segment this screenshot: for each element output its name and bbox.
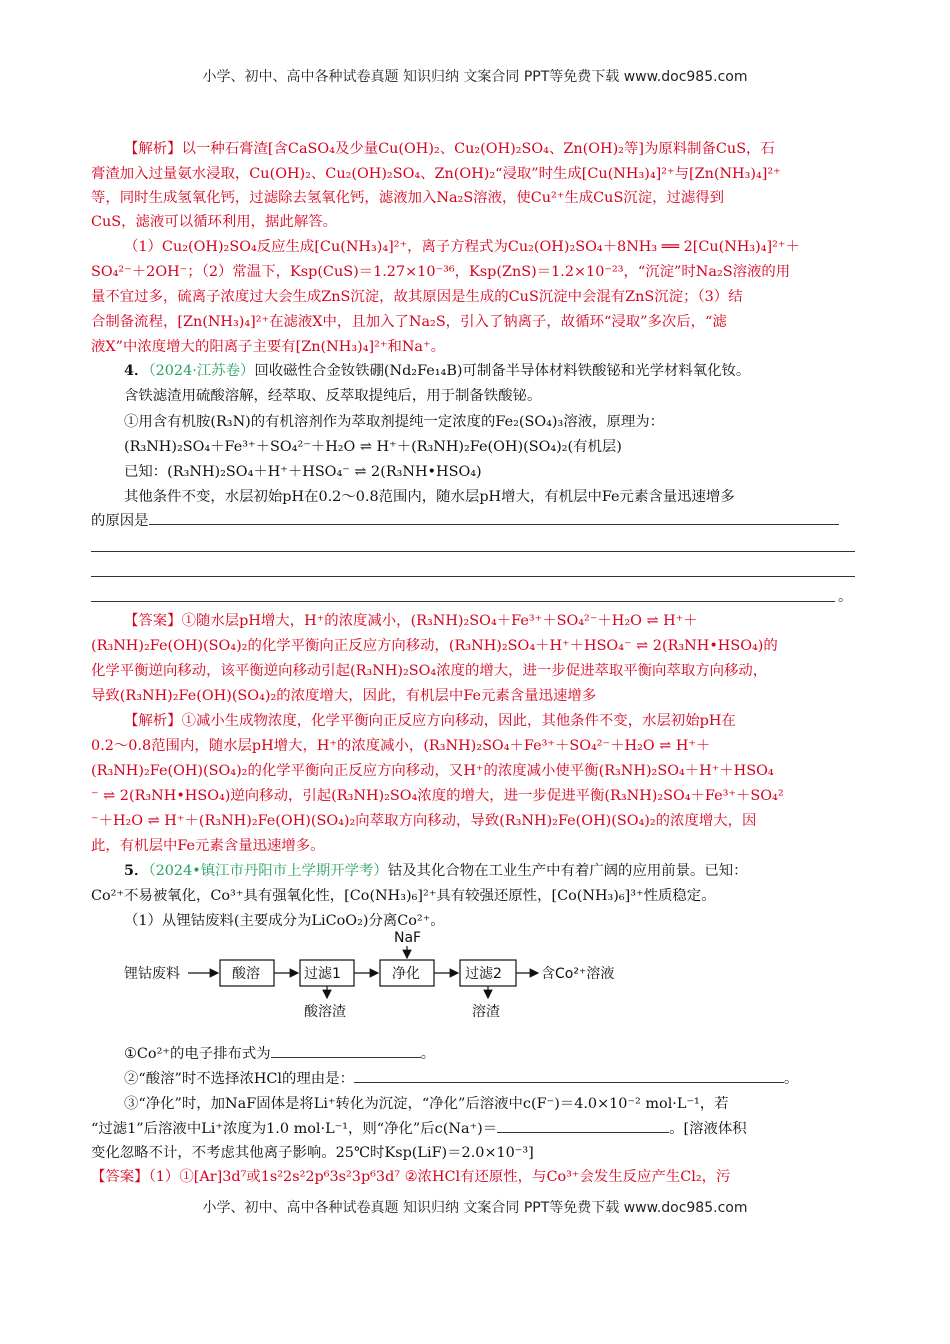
- q5-s2-blank: [354, 1068, 784, 1083]
- q4-line-3: ①用含有机胺(R₃N)的有机溶剂作为萃取剂提纯一定浓度的Fe₂(SO₄)₃溶液，原理为：: [124, 414, 665, 430]
- analysis4-label: 【解析】: [124, 713, 182, 729]
- answer4-line-1: 【答案】①随水层pH增大，H⁺的浓度减小，(R₃NH)₂SO₄＋Fe³⁺＋SO₄²⁻＋H₂O ⇌ H⁺＋: [124, 613, 698, 629]
- q4-stem: 4．（2024·江苏卷）回收磁性合金钕铁硼(Nd₂Fe₁₄B)可制备半导体材料铁酸铋和光学材料氧化钕。: [124, 362, 751, 379]
- q5-sub-3-line-1: ③“净化”时，加NaF固体是将Li⁺转化为沉淀，“净化”后溶液中c(F⁻)＝4.0×10⁻² mol·L⁻¹，若: [124, 1096, 729, 1112]
- analysis4-line-5: ⁻＋H₂O ⇌ H⁺＋(R₃NH)₂Fe(OH)(SO₄)₂向萃取方向移动，导致(R₃NH)₂Fe(OH)(SO₄)₂的浓度增大，因: [91, 813, 757, 829]
- q5-sub-3-line-3: 变化忽略不计，不考虑其他离子影响。25℃时Ksp(LiF)＝2.0×10⁻³]: [91, 1145, 534, 1161]
- q5-line-3: （1）从锂钴废料(主要成分为LiCoO₂)分离Co²⁺。: [124, 913, 445, 929]
- q5-s3-blank: [497, 1118, 669, 1133]
- q5-stem: 5．（2024•镇江市丹阳市上学期开学考）钴及其化合物在工业生产中有着广阔的应用前景。已知：: [124, 862, 748, 879]
- answer5-label: 【答案】: [91, 1169, 149, 1185]
- q5-s1-blank: [271, 1043, 421, 1058]
- analysis3-line-5: （1）Cu₂(OH)₂SO₄反应生成[Cu(NH₃)₄]²⁺，离子方程式为Cu₂(OH)₂SO₄＋8NH₃ ══ 2[Cu(NH₃)₄]²⁺＋: [124, 239, 800, 255]
- analysis4-line-6: 此，有机层中Fe元素含量迅速增多。: [91, 838, 325, 854]
- q5-line-2: Co²⁺不易被氧化，Co³⁺具有强氧化性，[Co(NH₃)₆]²⁺具有较强还原性，[Co(NH₃)₆]³⁺性质稳定。: [91, 888, 716, 904]
- q4-blank-end: 。: [838, 589, 853, 605]
- flow-input-label: 锂钴废料: [124, 966, 180, 982]
- analysis3-line-2: 膏渣加入过量氨水浸取，Cu(OH)₂、Cu₂(OH)₂SO₄、Zn(OH)₂“浸取”时生成[Cu(NH₃)₄]²⁺与[Zn(NH₃)₄]²⁺: [91, 166, 781, 182]
- flow-step1-label: 酸溶: [232, 966, 260, 982]
- answer4-label: 【答案】: [124, 613, 182, 629]
- process-flow-diagram: [120, 928, 640, 1028]
- flow-waste1-label: 酸溶渣: [304, 1004, 346, 1020]
- analysis3-line-3: 等，同时生成氢氧化钙，过滤除去氢氧化钙，滤液加入Na₂S溶液，使Cu²⁺生成CuS沉淀，过滤得到: [91, 190, 725, 206]
- analysis4-line-2: 0.2～0.8范围内，随水层pH增大，H⁺的浓度减小，(R₃NH)₂SO₄＋Fe³⁺＋SO₄²⁻＋H₂O ⇌ H⁺＋: [91, 738, 711, 754]
- answer-blank-line: [91, 551, 855, 552]
- flow-step4-label: 过滤2: [465, 966, 502, 982]
- analysis3-label: 【解析】: [124, 141, 182, 157]
- analysis3-line-8: 合制备流程，[Zn(NH₃)₄]²⁺在滤液X中，且加入了Na₂S，引入了钠离子，故循环“浸取”多次后，“滤: [91, 314, 727, 330]
- analysis4-line-4: ⁻ ⇌ 2(R₃NH•HSO₄)逆向移动，引起(R₃NH)₂SO₄浓度的增大，进一步促进平衡(R₃NH)₂SO₄＋Fe³⁺＋SO₄²: [91, 788, 784, 804]
- q4-line-6: 其他条件不变，水层初始pH在0.2～0.8范围内，随水层pH增大，有机层中Fe元素含量迅速增多: [124, 489, 735, 505]
- q4-equation-2: 已知：(R₃NH)₂SO₄＋H⁺＋HSO₄⁻ ⇌ 2(R₃NH•HSO₄): [124, 464, 482, 480]
- answer4-line-2: (R₃NH)₂Fe(OH)(SO₄)₂的化学平衡向正反应方向移动，(R₃NH)₂SO₄＋H⁺＋HSO₄⁻ ⇌ 2(R₃NH•HSO₄)的: [91, 638, 778, 654]
- q4-line-2: 含铁滤渣用硫酸溶解，经萃取、反萃取提纯后，用于制备铁酸铋。: [124, 388, 542, 404]
- q5-number: 5．: [124, 862, 149, 879]
- q5-source: （2024•镇江市丹阳市上学期开学考）: [148, 863, 388, 879]
- page-footer: 小学、初中、高中各种试卷真题 知识归纳 文案合同 PPT等免费下载 www.doc985.com: [202, 1200, 748, 1216]
- flow-waste2-label: 溶渣: [472, 1004, 500, 1020]
- analysis3-line-7: 量不宜过多，硫离子浓度过大会生成ZnS沉淀，故其原因是生成的CuS沉淀中会混有ZnS沉淀；（3）结: [91, 289, 743, 305]
- analysis4-line-3: (R₃NH)₂Fe(OH)(SO₄)₂的化学平衡向正反应方向移动，又H⁺的浓度减小使平衡(R₃NH)₂SO₄＋H⁺＋HSO₄: [91, 763, 774, 779]
- q4-line-7: 的原因是: [91, 510, 859, 532]
- answer4-line-4: 导致(R₃NH)₂Fe(OH)(SO₄)₂的浓度增大，因此，有机层中Fe元素含量迅速增多: [91, 688, 597, 704]
- q4-answer-blank: [149, 510, 839, 525]
- q4-number: 4．: [124, 362, 149, 379]
- flow-step2-label: 过滤1: [304, 966, 341, 982]
- answer5-line-1: 【答案】（1）①[Ar]3d⁷或1s²2s²2p⁶3s²3p⁶3d⁷ ②浓HCl有还原性，与Co³⁺会发生反应产生Cl₂，污: [91, 1169, 731, 1185]
- flow-step3-label: 净化: [392, 966, 420, 982]
- analysis3-line-9: 液X”中浓度增大的阳离子主要有[Zn(NH₃)₄]²⁺和Na⁺。: [91, 339, 445, 355]
- answer4-line-3: 化学平衡逆向移动，该平衡逆向移动引起(R₃NH)₂SO₄浓度的增大，进一步促进萃取平衡向萃取方向移动，: [91, 663, 768, 679]
- analysis3-line-6: SO₄²⁻＋2OH⁻；（2）常温下，Ksp(CuS)＝1.27×10⁻³⁶，Ksp(ZnS)＝1.2×10⁻²³，“沉淀”时Na₂S溶液的用: [91, 264, 791, 280]
- flow-output-label: 含Co²⁺溶液: [541, 966, 615, 982]
- answer-blank-line: [91, 601, 835, 602]
- q4-equation-1: (R₃NH)₂SO₄＋Fe³⁺＋SO₄²⁻＋H₂O ⇌ H⁺＋(R₃NH)₂Fe(OH)(SO₄)₂(有机层): [124, 439, 622, 455]
- q5-sub-1: ①Co²⁺的电子排布式为 。: [124, 1043, 859, 1065]
- q4-source: （2024·江苏卷）: [148, 363, 255, 379]
- q5-sub-3-line-2: “过滤1”后溶液中Li⁺浓度为1.0 mol·L⁻¹，则“净化”后c(Na⁺)＝ 。[溶液体积: [91, 1118, 859, 1140]
- analysis3-line-4: CuS，滤液可以循环利用，据此解答。: [91, 214, 337, 230]
- q5-sub-2: ②“酸溶”时不选择浓HCl的理由是： 。: [124, 1068, 859, 1090]
- analysis4-line-1: 【解析】①减小生成物浓度，化学平衡向正反应方向移动，因此，其他条件不变，水层初始pH在: [124, 713, 736, 729]
- flow-reagent-label: NaF: [394, 930, 422, 946]
- answer-blank-line: [91, 576, 855, 577]
- analysis3-line-1: 【解析】以一种石膏渣[含CaSO₄及少量Cu(OH)₂、Cu₂(OH)₂SO₄、Zn(OH)₂等]为原料制备CuS，石: [124, 141, 775, 157]
- page-header: 小学、初中、高中各种试卷真题 知识归纳 文案合同 PPT等免费下载 www.doc985.com: [202, 69, 748, 85]
